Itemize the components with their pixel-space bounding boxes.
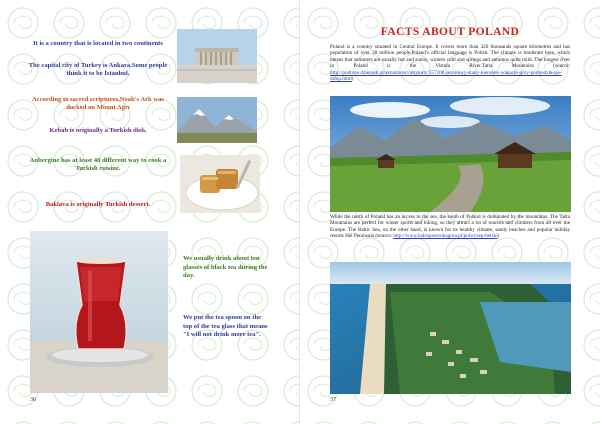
mausoleum-photo [177,29,257,83]
tatra-source-link[interactable]: http://podroze.dziennik.pl/aktualnosci/artykuly/557208,sezonowy-stany-kierunek-wakacje-gory-pomiedzie-sie-urlop.html [330,69,562,83]
fact-capital-city: The capital city of Turkey is Ankara.Some people think it to be İstanbul. [28,62,168,78]
tea-glasses-text: We usually drink about ten glasses of black tea during the day. [183,255,268,280]
page-title: FACTS ABOUT POLAND [380,26,520,38]
baklava-photo [180,155,260,213]
fact-noahs-ark: According to sacred scriptures,Noah's Ark was docked on Mount Ağrı [32,96,164,112]
poland-mountains-sea-end: ) [497,233,500,240]
hel-peninsula-photo [330,262,571,394]
tatra-mountains-photo [330,96,571,212]
fact-aubergine: Aubergine has at least 40 different way to cook a Turkish cuisine. [29,157,167,173]
mount-agri-photo [177,97,257,143]
poland-intro-text: Poland is a country situated in Central Europe. It covers more than 320 thousands square kilometres and has population of over 38 million people.Poland's official language is Polish. The climate is moderate here, which means that summers are usually hot and sunny, winters cold and springs and autumns quite mild. The longest river in Poland is the Vistula River.Tatra Mountains (source: [330,44,570,70]
page-number-left: 36 [30,397,36,403]
hel-source-link[interactable]: http://www.halospacerokagora.pl/polwysep-helski [393,233,498,240]
tea-spoon-text: We put the tea spoon on the top of the tea glass that means "I will not drink more tea". [183,314,268,339]
page-number-right: 37 [330,397,336,403]
poland-intro-paragraph [330,44,570,82]
turkish-tea-photo [30,231,168,393]
poland-mountains-sea-paragraph [330,214,570,240]
poland-intro-end: ) [351,76,354,83]
fact-baklava: Baklava is originally Turkish dessert. [45,201,151,208]
poland-mountains-sea-text: While the north of Poland has an access to the sea, the south of Poland is dominated by the mountains. The Tatra Mountains are perfect for winter sports and hiking, so they attract a lot of tourists and climbers from all over the Europe. The Baltic Sea, on the other hand, is known for its healthy climate, sandy beaches and popular holiday resorts Hel Peninsula (source: [330,214,570,240]
fact-kebab: Kebab is originally a Turkish dish. [49,127,147,134]
fact-two-continents: It is a country that is located in two continents [33,40,163,47]
